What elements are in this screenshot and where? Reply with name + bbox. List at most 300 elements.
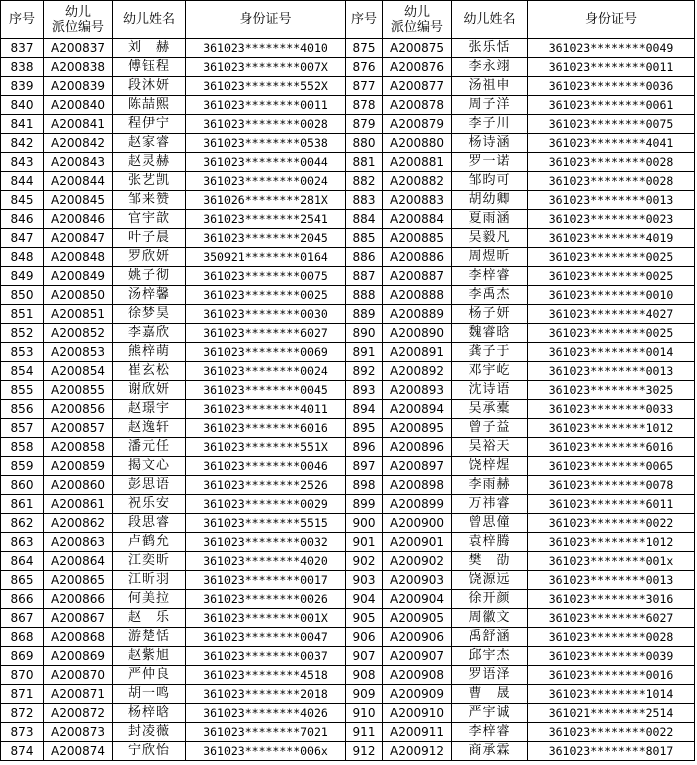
cell-name: 官宇歆: [113, 210, 186, 229]
cell-name-2: 曹 晟: [452, 685, 528, 704]
cell-seq: 852: [1, 324, 44, 343]
table-row: [1, 495, 695, 514]
cell-code: A200865: [44, 571, 113, 590]
cell-seq: 845: [1, 191, 44, 210]
cell-name: 祝乐安: [113, 495, 186, 514]
cell-id-2: 361023********0036: [528, 77, 695, 96]
cell-id: 361023********7021: [186, 723, 346, 742]
cell-name-2: 禹舒涵: [452, 628, 528, 647]
cell-name-2: 李禹杰: [452, 286, 528, 305]
cell-seq-2: 901: [346, 533, 383, 552]
cell-name: 赵逸轩: [113, 419, 186, 438]
cell-code-2: A200894: [383, 400, 452, 419]
cell-id: 361023********4020: [186, 552, 346, 571]
table-row: [1, 533, 695, 552]
cell-code-2: A200904: [383, 590, 452, 609]
table-row: [1, 362, 695, 381]
table-row: [1, 476, 695, 495]
header-code-2: 幼儿 派位编号: [383, 1, 452, 39]
cell-id: 361023********0037: [186, 647, 346, 666]
cell-id-2: 361023********0049: [528, 39, 695, 58]
cell-name: 熊梓萌: [113, 343, 186, 362]
cell-id-2: 361023********3025: [528, 381, 695, 400]
cell-id-2: 361023********0065: [528, 457, 695, 476]
cell-seq: 850: [1, 286, 44, 305]
header-row: [1, 1, 695, 39]
cell-seq-2: 912: [346, 742, 383, 761]
cell-id: 361023********0045: [186, 381, 346, 400]
cell-code-2: A200880: [383, 134, 452, 153]
cell-name-2: 饶源远: [452, 571, 528, 590]
cell-seq: 866: [1, 590, 44, 609]
cell-name: 揭文心: [113, 457, 186, 476]
cell-name: 赵璟宇: [113, 400, 186, 419]
cell-name: 段沐妍: [113, 77, 186, 96]
cell-name-2: 严宇诚: [452, 704, 528, 723]
table-row: [1, 666, 695, 685]
cell-code-2: A200884: [383, 210, 452, 229]
cell-code: A200839: [44, 77, 113, 96]
cell-seq: 873: [1, 723, 44, 742]
cell-code: A200855: [44, 381, 113, 400]
cell-code: A200851: [44, 305, 113, 324]
table-row: [1, 571, 695, 590]
cell-name: 游楚恬: [113, 628, 186, 647]
table-row: [1, 324, 695, 343]
cell-code-2: A200902: [383, 552, 452, 571]
header-code: 幼儿 派位编号: [44, 1, 113, 39]
cell-id: 361023********0025: [186, 286, 346, 305]
cell-seq-2: 892: [346, 362, 383, 381]
cell-id: 361023********2541: [186, 210, 346, 229]
cell-code-2: A200887: [383, 267, 452, 286]
cell-code-2: A200893: [383, 381, 452, 400]
cell-id: 361023********0030: [186, 305, 346, 324]
cell-id: 361023********6016: [186, 419, 346, 438]
cell-id: 361023********006x: [186, 742, 346, 761]
cell-code-2: A200907: [383, 647, 452, 666]
cell-code: A200860: [44, 476, 113, 495]
cell-code: A200866: [44, 590, 113, 609]
cell-id: 361023********0075: [186, 267, 346, 286]
cell-name-2: 邱宇杰: [452, 647, 528, 666]
cell-name-2: 杨子妍: [452, 305, 528, 324]
cell-seq-2: 907: [346, 647, 383, 666]
header-name: 幼儿姓名: [113, 1, 186, 39]
table-row: [1, 685, 695, 704]
cell-name-2: 李梓睿: [452, 723, 528, 742]
cell-id-2: 361023********3016: [528, 590, 695, 609]
cell-seq: 865: [1, 571, 44, 590]
table-row: [1, 381, 695, 400]
cell-seq: 872: [1, 704, 44, 723]
cell-seq: 848: [1, 248, 44, 267]
cell-seq-2: 894: [346, 400, 383, 419]
cell-id: 361023********0032: [186, 533, 346, 552]
cell-name: 彭思语: [113, 476, 186, 495]
cell-name-2: 罗语泽: [452, 666, 528, 685]
cell-seq-2: 906: [346, 628, 383, 647]
cell-seq: 857: [1, 419, 44, 438]
table-row: [1, 628, 695, 647]
cell-name: 胡一鸣: [113, 685, 186, 704]
cell-id-2: 361023********0028: [528, 628, 695, 647]
cell-name: 赵 乐: [113, 609, 186, 628]
cell-code: A200862: [44, 514, 113, 533]
cell-id: 361023********2045: [186, 229, 346, 248]
cell-seq: 867: [1, 609, 44, 628]
table-row: [1, 419, 695, 438]
cell-code-2: A200891: [383, 343, 452, 362]
cell-code: A200847: [44, 229, 113, 248]
cell-code: A200873: [44, 723, 113, 742]
cell-seq-2: 903: [346, 571, 383, 590]
cell-id: 361023********0047: [186, 628, 346, 647]
cell-name: 汤梓馨: [113, 286, 186, 305]
cell-code-2: A200882: [383, 172, 452, 191]
cell-name-2: 饶梓煋: [452, 457, 528, 476]
cell-code-2: A200906: [383, 628, 452, 647]
cell-id-2: 361023********001x: [528, 552, 695, 571]
cell-seq-2: 887: [346, 267, 383, 286]
table-body: [1, 39, 695, 761]
cell-name-2: 周徽文: [452, 609, 528, 628]
cell-name-2: 夏雨涵: [452, 210, 528, 229]
cell-name: 陈喆熙: [113, 96, 186, 115]
table-row: [1, 438, 695, 457]
cell-seq: 862: [1, 514, 44, 533]
cell-id-2: 361023********0025: [528, 267, 695, 286]
cell-name: 崔玄松: [113, 362, 186, 381]
table-row: [1, 134, 695, 153]
cell-name: 刘 赫: [113, 39, 186, 58]
cell-id-2: 361023********4041: [528, 134, 695, 153]
cell-seq-2: 893: [346, 381, 383, 400]
cell-seq-2: 879: [346, 115, 383, 134]
cell-code-2: A200900: [383, 514, 452, 533]
cell-id: 350921********0164: [186, 248, 346, 267]
cell-name-2: 徐开颜: [452, 590, 528, 609]
cell-seq: 870: [1, 666, 44, 685]
cell-code-2: A200896: [383, 438, 452, 457]
cell-name-2: 李子川: [452, 115, 528, 134]
cell-code-2: A200911: [383, 723, 452, 742]
cell-id: 361023********0538: [186, 134, 346, 153]
table-row: [1, 39, 695, 58]
cell-name: 傅钰程: [113, 58, 186, 77]
cell-code: A200869: [44, 647, 113, 666]
table-row: [1, 267, 695, 286]
cell-id: 361023********0046: [186, 457, 346, 476]
cell-id: 361023********0069: [186, 343, 346, 362]
cell-code-2: A200910: [383, 704, 452, 723]
cell-name-2: 龚子于: [452, 343, 528, 362]
cell-seq: 854: [1, 362, 44, 381]
cell-name-2: 李永翊: [452, 58, 528, 77]
table-row: [1, 229, 695, 248]
cell-name: 程伊宁: [113, 115, 186, 134]
cell-code: A200856: [44, 400, 113, 419]
cell-id: 361023********0029: [186, 495, 346, 514]
table-row: [1, 343, 695, 362]
cell-code-2: A200905: [383, 609, 452, 628]
cell-id: 361023********0028: [186, 115, 346, 134]
cell-code: A200868: [44, 628, 113, 647]
cell-seq: 859: [1, 457, 44, 476]
table-row: [1, 77, 695, 96]
cell-id-2: 361023********0022: [528, 514, 695, 533]
cell-id-2: 361023********0010: [528, 286, 695, 305]
cell-name-2: 李梓睿: [452, 267, 528, 286]
cell-name-2: 商承霖: [452, 742, 528, 761]
cell-name-2: 杨诗涵: [452, 134, 528, 153]
cell-seq: 842: [1, 134, 44, 153]
cell-id-2: 361023********6016: [528, 438, 695, 457]
cell-seq: 841: [1, 115, 44, 134]
cell-seq-2: 878: [346, 96, 383, 115]
table-row: [1, 210, 695, 229]
cell-code-2: A200875: [383, 39, 452, 58]
cell-code: A200870: [44, 666, 113, 685]
cell-id: 361023********2526: [186, 476, 346, 495]
cell-code-2: A200885: [383, 229, 452, 248]
cell-name: 潘元任: [113, 438, 186, 457]
cell-id-2: 361023********6011: [528, 495, 695, 514]
table-row: [1, 457, 695, 476]
cell-seq-2: 897: [346, 457, 383, 476]
cell-code: A200837: [44, 39, 113, 58]
cell-code: A200838: [44, 58, 113, 77]
cell-seq-2: 880: [346, 134, 383, 153]
cell-seq-2: 911: [346, 723, 383, 742]
cell-name: 徐梦昊: [113, 305, 186, 324]
cell-id: 361023********4518: [186, 666, 346, 685]
cell-name-2: 邓宇屹: [452, 362, 528, 381]
table-row: [1, 590, 695, 609]
cell-seq-2: 898: [346, 476, 383, 495]
cell-code: A200845: [44, 191, 113, 210]
table-row: [1, 552, 695, 571]
cell-id-2: 361023********0028: [528, 172, 695, 191]
cell-id-2: 361023********4027: [528, 305, 695, 324]
cell-id: 361023********001X: [186, 609, 346, 628]
cell-id-2: 361023********0013: [528, 362, 695, 381]
cell-id-2: 361023********0023: [528, 210, 695, 229]
cell-code: A200852: [44, 324, 113, 343]
cell-seq-2: 886: [346, 248, 383, 267]
cell-id-2: 361023********8017: [528, 742, 695, 761]
table-row: [1, 723, 695, 742]
cell-code-2: A200877: [383, 77, 452, 96]
table-row: [1, 172, 695, 191]
cell-seq: 853: [1, 343, 44, 362]
cell-name-2: 魏睿晗: [452, 324, 528, 343]
table-row: [1, 400, 695, 419]
cell-seq: 837: [1, 39, 44, 58]
cell-id: 361023********007X: [186, 58, 346, 77]
table-row: [1, 191, 695, 210]
cell-seq: 849: [1, 267, 44, 286]
cell-name-2: 沈诗语: [452, 381, 528, 400]
cell-id-2: 361023********0025: [528, 324, 695, 343]
cell-id: 361023********5515: [186, 514, 346, 533]
table-row: [1, 286, 695, 305]
cell-id: 361023********4010: [186, 39, 346, 58]
cell-seq-2: 884: [346, 210, 383, 229]
cell-name-2: 袁梓腾: [452, 533, 528, 552]
cell-id: 361023********551X: [186, 438, 346, 457]
cell-name: 张艺凯: [113, 172, 186, 191]
cell-name-2: 李雨赫: [452, 476, 528, 495]
cell-id-2: 361023********0078: [528, 476, 695, 495]
cell-seq-2: 883: [346, 191, 383, 210]
cell-name-2: 罗一诺: [452, 153, 528, 172]
cell-seq: 860: [1, 476, 44, 495]
cell-name-2: 胡幼卿: [452, 191, 528, 210]
cell-name: 严仲良: [113, 666, 186, 685]
cell-name-2: 曾思僮: [452, 514, 528, 533]
cell-seq-2: 875: [346, 39, 383, 58]
table-row: [1, 609, 695, 628]
table-row: [1, 58, 695, 77]
table-row: [1, 115, 695, 134]
cell-code-2: A200898: [383, 476, 452, 495]
cell-name: 李嘉欣: [113, 324, 186, 343]
cell-id: 361023********4011: [186, 400, 346, 419]
cell-name-2: 周煜昕: [452, 248, 528, 267]
cell-code: A200844: [44, 172, 113, 191]
cell-code: A200850: [44, 286, 113, 305]
cell-code-2: A200879: [383, 115, 452, 134]
cell-id-2: 361023********0025: [528, 248, 695, 267]
table-row: [1, 248, 695, 267]
cell-code-2: A200890: [383, 324, 452, 343]
cell-name-2: 汤祖申: [452, 77, 528, 96]
table-row: [1, 96, 695, 115]
cell-seq: 851: [1, 305, 44, 324]
cell-name: 谢欣妍: [113, 381, 186, 400]
cell-seq-2: 891: [346, 343, 383, 362]
cell-id: 361023********0011: [186, 96, 346, 115]
cell-name: 宁欣怡: [113, 742, 186, 761]
cell-code-2: A200889: [383, 305, 452, 324]
cell-code-2: A200878: [383, 96, 452, 115]
cell-seq-2: 904: [346, 590, 383, 609]
cell-seq: 844: [1, 172, 44, 191]
cell-id: 361023********552X: [186, 77, 346, 96]
cell-id-2: 361023********0013: [528, 571, 695, 590]
cell-name: 江奕昕: [113, 552, 186, 571]
cell-code: A200842: [44, 134, 113, 153]
cell-code: A200863: [44, 533, 113, 552]
cell-seq: 863: [1, 533, 44, 552]
cell-id: 361023********4026: [186, 704, 346, 723]
cell-code-2: A200909: [383, 685, 452, 704]
cell-code: A200849: [44, 267, 113, 286]
cell-id-2: 361023********4019: [528, 229, 695, 248]
cell-id: 361023********2018: [186, 685, 346, 704]
cell-seq-2: 899: [346, 495, 383, 514]
cell-id: 361023********0017: [186, 571, 346, 590]
cell-code-2: A200908: [383, 666, 452, 685]
cell-name-2: 曾子益: [452, 419, 528, 438]
table-row: [1, 647, 695, 666]
cell-name-2: 万祎睿: [452, 495, 528, 514]
cell-name: 姚子彻: [113, 267, 186, 286]
cell-code-2: A200883: [383, 191, 452, 210]
cell-seq-2: 896: [346, 438, 383, 457]
header-seq-2: 序号: [346, 1, 383, 39]
table-row: [1, 153, 695, 172]
cell-id-2: 361023********0061: [528, 96, 695, 115]
cell-name: 何美拉: [113, 590, 186, 609]
cell-code: A200867: [44, 609, 113, 628]
table-row: [1, 514, 695, 533]
cell-code: A200859: [44, 457, 113, 476]
cell-code: A200858: [44, 438, 113, 457]
cell-id: 361023********0044: [186, 153, 346, 172]
cell-code-2: A200886: [383, 248, 452, 267]
cell-seq-2: 902: [346, 552, 383, 571]
cell-seq: 855: [1, 381, 44, 400]
header-name-2: 幼儿姓名: [452, 1, 528, 39]
cell-id: 361023********0026: [186, 590, 346, 609]
cell-seq: 861: [1, 495, 44, 514]
cell-id-2: 361023********1014: [528, 685, 695, 704]
cell-name: 罗欣妍: [113, 248, 186, 267]
cell-code-2: A200903: [383, 571, 452, 590]
table-row: [1, 742, 695, 761]
cell-name-2: 樊 劭: [452, 552, 528, 571]
cell-seq-2: 895: [346, 419, 383, 438]
cell-name-2: 张乐恬: [452, 39, 528, 58]
cell-id-2: 361023********0016: [528, 666, 695, 685]
cell-seq: 871: [1, 685, 44, 704]
cell-id-2: 361023********0028: [528, 153, 695, 172]
cell-code: A200874: [44, 742, 113, 761]
table-row: [1, 305, 695, 324]
cell-code: A200843: [44, 153, 113, 172]
cell-code: A200848: [44, 248, 113, 267]
cell-seq: 846: [1, 210, 44, 229]
cell-seq: 856: [1, 400, 44, 419]
cell-seq-2: 888: [346, 286, 383, 305]
cell-seq-2: 910: [346, 704, 383, 723]
cell-code-2: A200897: [383, 457, 452, 476]
header-id: 身份证号: [186, 1, 346, 39]
cell-seq-2: 876: [346, 58, 383, 77]
cell-code: A200871: [44, 685, 113, 704]
cell-code: A200840: [44, 96, 113, 115]
cell-code-2: A200899: [383, 495, 452, 514]
cell-id-2: 361023********0013: [528, 191, 695, 210]
cell-seq: 858: [1, 438, 44, 457]
cell-name-2: 邹昀可: [452, 172, 528, 191]
cell-id-2: 361023********0039: [528, 647, 695, 666]
cell-code: A200841: [44, 115, 113, 134]
cell-code-2: A200892: [383, 362, 452, 381]
header-seq: 序号: [1, 1, 44, 39]
cell-code: A200846: [44, 210, 113, 229]
cell-id-2: 361023********0014: [528, 343, 695, 362]
cell-code-2: A200895: [383, 419, 452, 438]
cell-name: 段思睿: [113, 514, 186, 533]
cell-name: 封凌薇: [113, 723, 186, 742]
cell-id: 361026********281X: [186, 191, 346, 210]
cell-seq-2: 908: [346, 666, 383, 685]
cell-code: A200861: [44, 495, 113, 514]
cell-seq: 843: [1, 153, 44, 172]
